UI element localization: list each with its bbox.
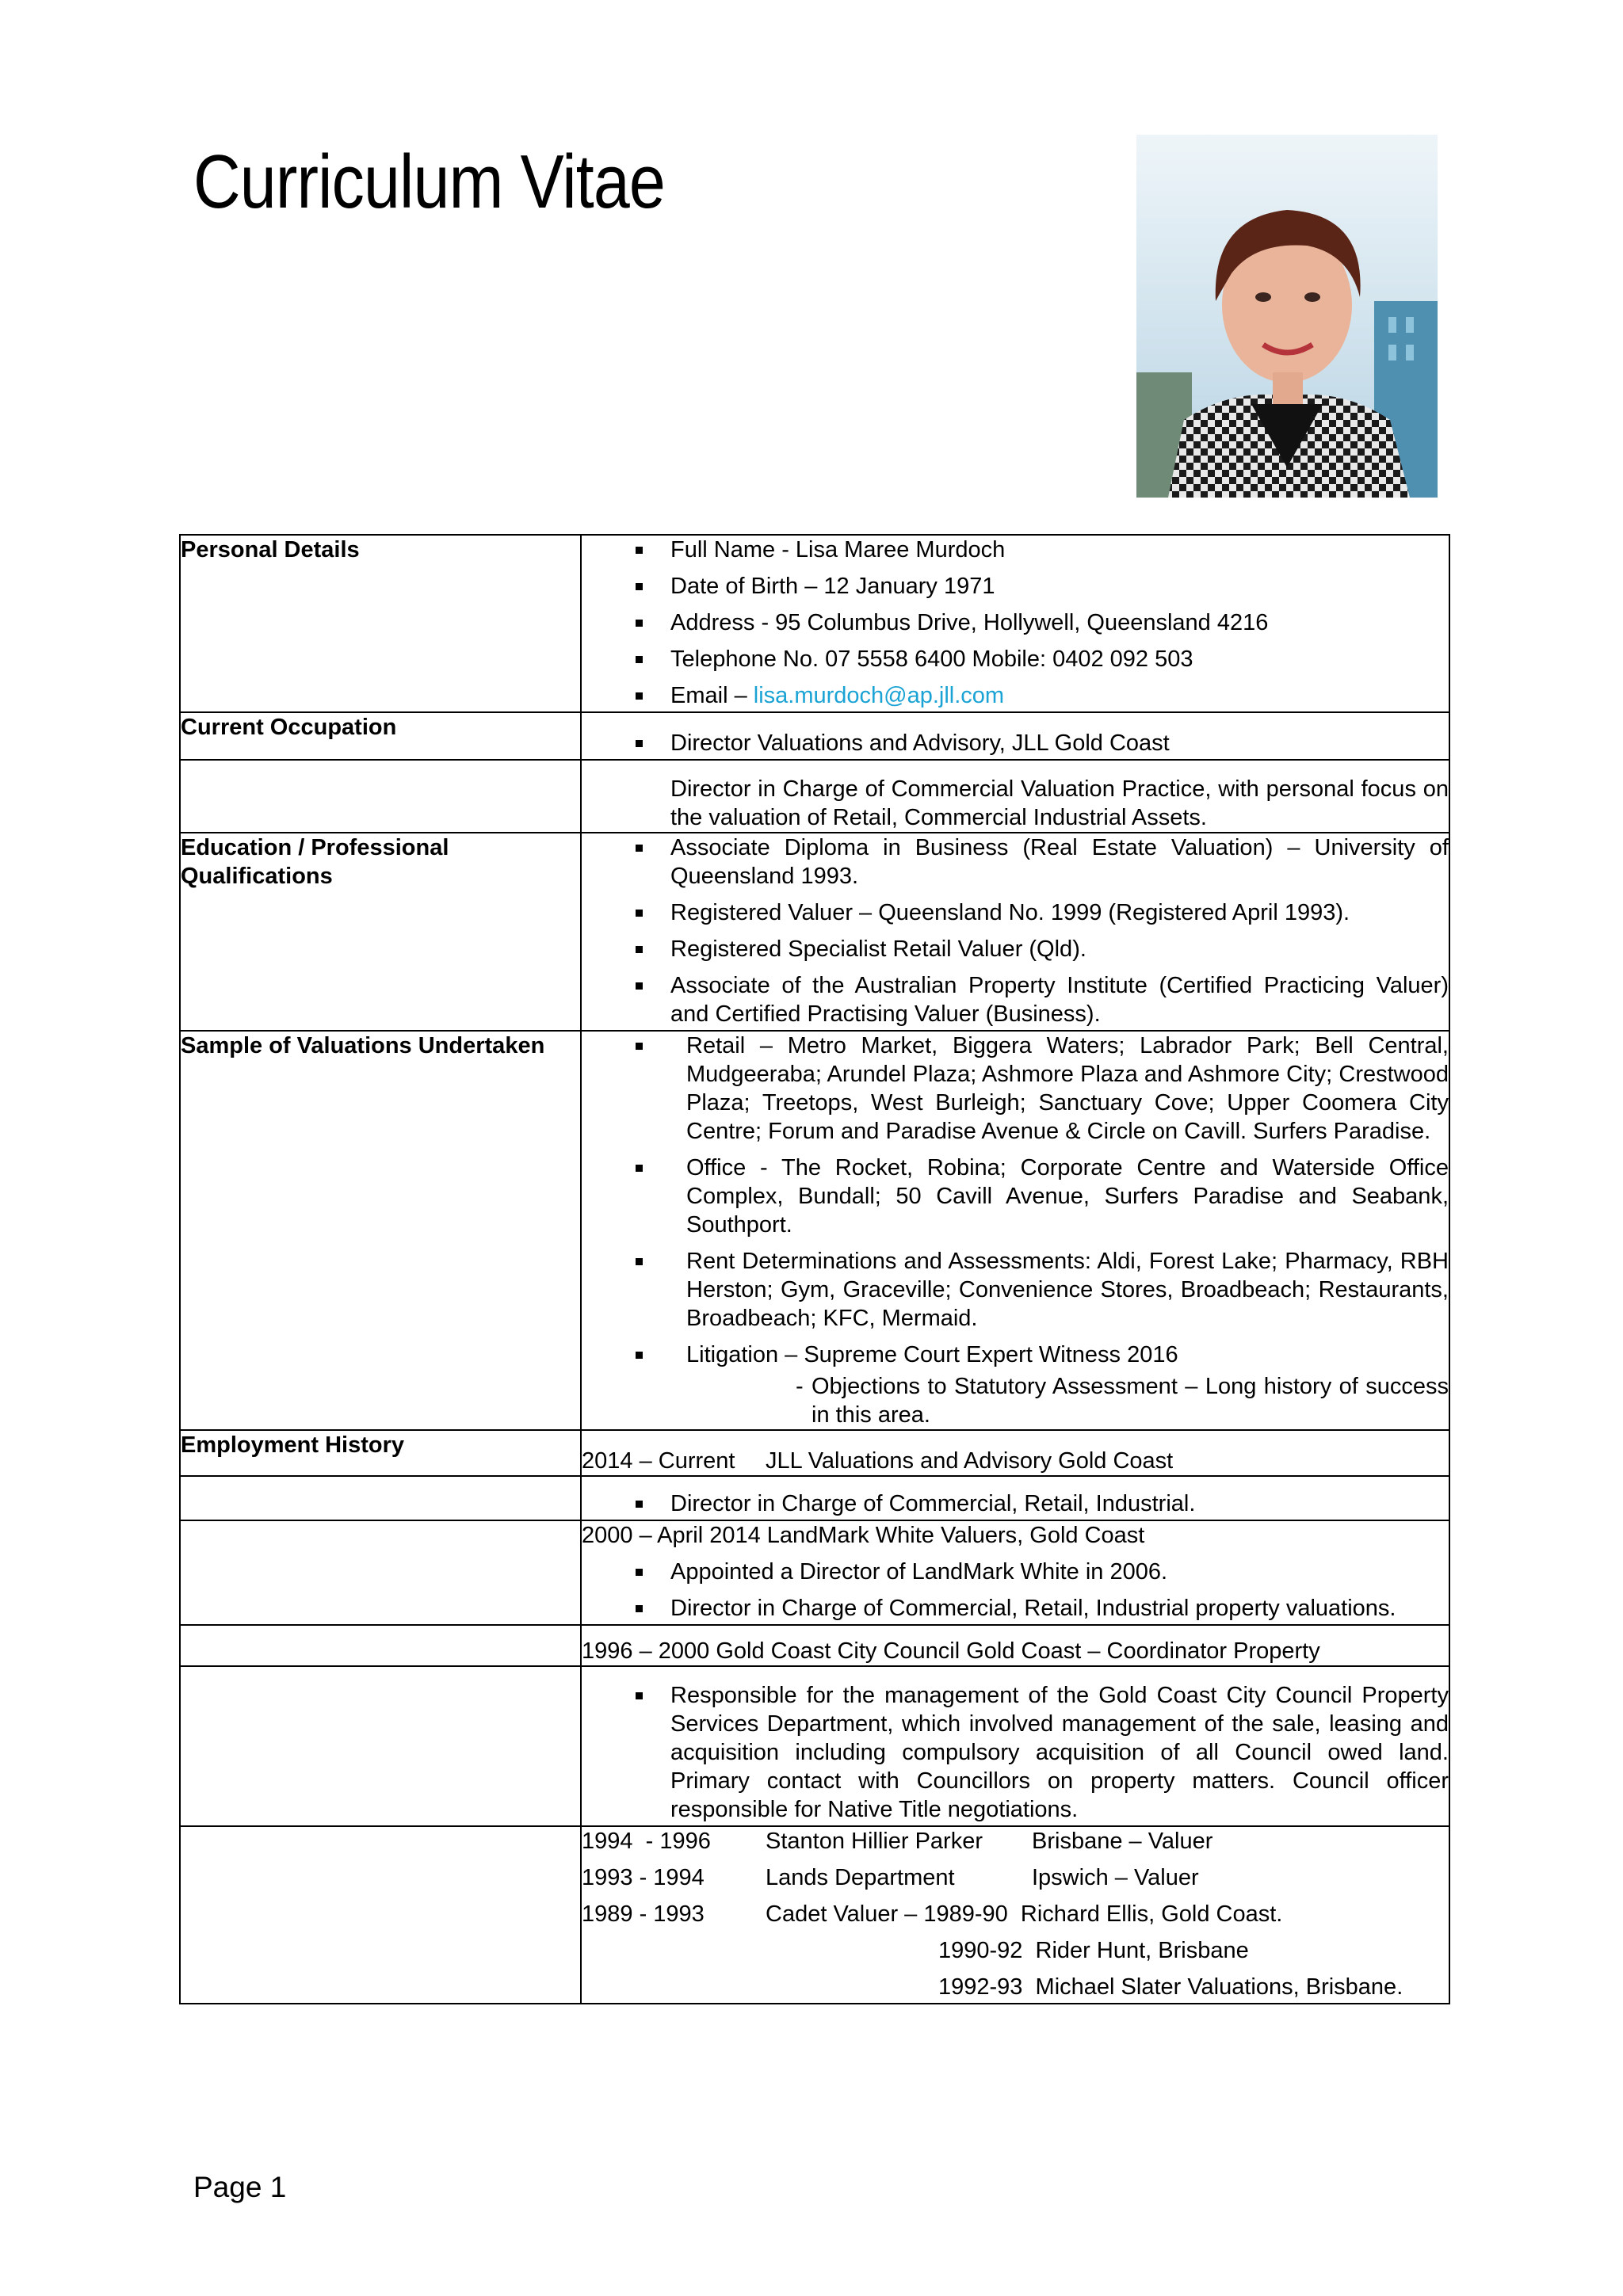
early-job [582, 1863, 1449, 1892]
address: Address - 95 Columbus Drive, Hollywell, Queensland 4216 [582, 608, 1449, 637]
education-item: Registered Specialist Retail Valuer (Qld). [582, 935, 1449, 963]
early-role: Brisbane – Valuer [1032, 1829, 1213, 1854]
cadet-extra: 1992-93 Michael Slater Valuations, Brisbane. [938, 1974, 1403, 2000]
early-org: Cadet Valuer – 1989-90 [766, 1901, 1008, 1927]
occupation-role: Director Valuations and Advisory, JLL Gold Coast [582, 729, 1449, 757]
valuation-item: Rent Determinations and Assessments: Aldi, Forest Lake; Pharmacy, RBH Herston; Gym, Graceville; Convenience Stores, Broadbeach; Restaurants, Broadbeach; KFC, Mermaid. [582, 1247, 1449, 1333]
page-number: Page 1 [193, 2171, 287, 2203]
email-link[interactable]: lisa.murdoch@ap.jll.com [753, 683, 1005, 708]
occupation-row [180, 712, 1449, 760]
landmark-heading: 2000 – April 2014 LandMark White Valuers, Gold Coast [582, 1523, 1145, 1548]
occupation-content [581, 712, 1449, 760]
early-org: Stanton Hillier Parker [766, 1829, 983, 1854]
education-item: Associate of the Australian Property Institute (Certified Practicing Valuer) and Certified Practising Valuer (Business). [582, 971, 1449, 1028]
telephone: Telephone No. 07 5558 6400 Mobile: 0402 092 503 [582, 645, 1449, 673]
cadet-extra: 1990-92 Rider Hunt, Brisbane [938, 1938, 1249, 1963]
landmark-item: Director in Charge of Commercial, Retail, Industrial property valuations. [582, 1594, 1449, 1623]
jll-org: JLL Valuations and Advisory Gold Coast [766, 1448, 1174, 1474]
valuations-row [180, 1031, 1449, 1430]
litigation-sub-text: Objections to Statutory Assessment – Long history of success in this area. [812, 1374, 1449, 1428]
email-prefix: Email – [670, 683, 754, 708]
jll-period: 2014 – Current [582, 1448, 735, 1474]
valuation-item: Retail – Metro Market, Biggera Waters; Labrador Park; Bell Central, Mudgeeraba; Arundel Plaza; Ashmore Plaza and Ashmore City; Crestwood Plaza; Treetops, West Burleigh; Sanctuary Cove; Upper Coomera City Centre; Forum and Paradise Avenue & Circle on Cavill. Surfers Paradise. [582, 1032, 1449, 1146]
valuations-content [581, 1031, 1449, 1430]
full-name: Full Name - Lisa Maree Murdoch [582, 536, 1449, 564]
profile-photo [1136, 135, 1438, 498]
landmark-item: Appointed a Director of LandMark White in 2006. [582, 1558, 1449, 1586]
litigation-sub-item [582, 1372, 1449, 1429]
employment-early-row [180, 1826, 1449, 2004]
early-org: Lands Department [766, 1865, 955, 1890]
early-job [582, 1900, 1449, 1928]
employment-jll [581, 1430, 1449, 1476]
date-of-birth: Date of Birth – 12 January 1971 [582, 572, 1449, 601]
occupation-description: Director in Charge of Commercial Valuation Practice, with personal focus on the valuation of Retail, Commercial Industrial Assets. [670, 776, 1449, 830]
valuation-item: Litigation – Supreme Court Expert Witness 2016 [582, 1341, 1449, 1369]
early-role: Ipswich – Valuer [1032, 1865, 1199, 1890]
employment-row [180, 1430, 1449, 1476]
education-row [180, 833, 1449, 1031]
employment-label: Employment History [180, 1430, 581, 1476]
early-job [582, 1827, 1449, 1855]
personal-content [581, 535, 1449, 712]
council-heading: 1996 – 2000 Gold Coast City Council Gold Coast – Coordinator Property [582, 1638, 1320, 1664]
employment-council-row [180, 1625, 1449, 1666]
occupation-desc-row [180, 760, 1449, 833]
employment-jll-role-row [180, 1476, 1449, 1520]
employment-landmark-row [180, 1520, 1449, 1625]
personal-row [180, 535, 1449, 712]
education-label: Education / Professional Qualifications [180, 833, 581, 1031]
early-role: Richard Ellis, Gold Coast. [1020, 1901, 1283, 1927]
education-item: Associate Diploma in Business (Real Estate Valuation) – University of Queensland 1993. [582, 833, 1449, 891]
education-content [581, 833, 1449, 1031]
occupation-label: Current Occupation [180, 712, 581, 760]
early-years: 1989 - 1993 [582, 1901, 705, 1927]
council-description: Responsible for the management of the Gold Coast City Council Property Services Department, which involved management of the sale, leasing and acquisition including compulsory acquisition of all Council owed land. Primary contact with Councillors on property matters. Council officer responsible for Native Title negotiations. [582, 1681, 1449, 1824]
email-line [582, 681, 1449, 710]
cv-table [179, 534, 1450, 2004]
education-item: Registered Valuer – Queensland No. 1999 (Registered April 1993). [582, 898, 1449, 927]
personal-label: Personal Details [180, 535, 581, 712]
page-title: Curriculum Vitae [193, 139, 665, 224]
jll-role: Director in Charge of Commercial, Retail, Industrial. [582, 1489, 1449, 1518]
early-years: 1993 - 1994 [582, 1865, 705, 1890]
dash-marker: - [796, 1374, 804, 1399]
early-years: 1994 - 1996 [582, 1829, 711, 1854]
valuations-label: Sample of Valuations Undertaken [180, 1031, 581, 1430]
valuation-item: Office - The Rocket, Robina; Corporate Centre and Waterside Office Complex, Bundall; 50 Cavill Avenue, Surfers Paradise and Seabank, Southport. [582, 1154, 1449, 1239]
employment-council-desc-row [180, 1666, 1449, 1826]
